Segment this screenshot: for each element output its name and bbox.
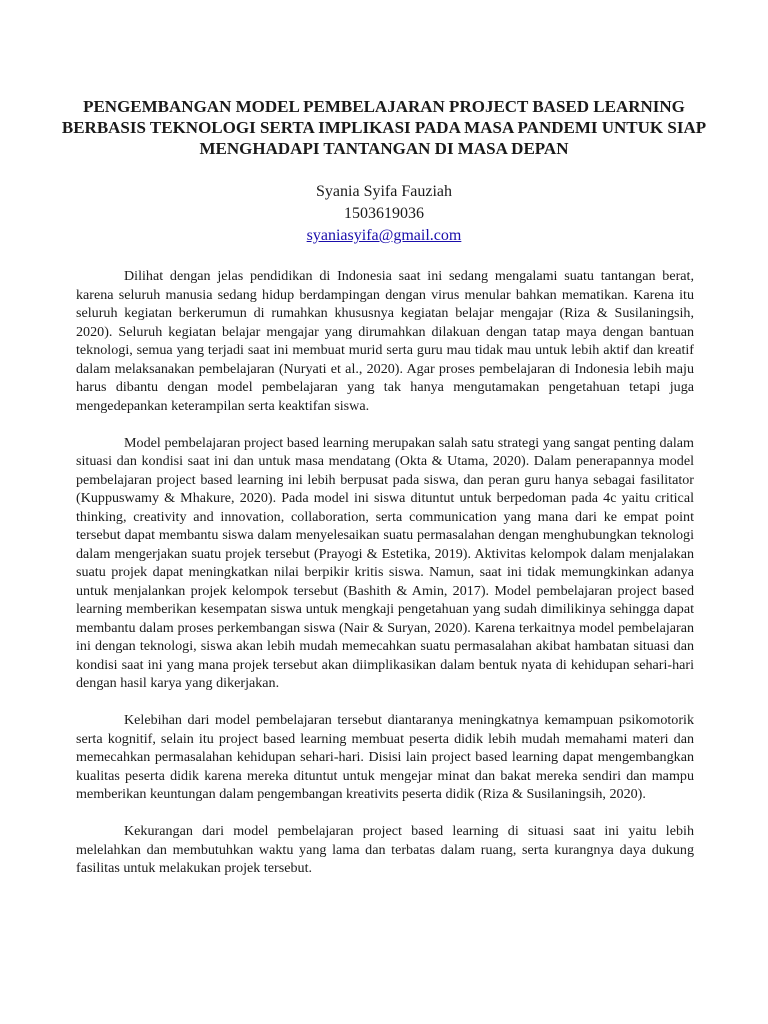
author-student-id: 1503619036: [344, 205, 424, 222]
paragraph-2: Model pembelajaran project based learning merupakan salah satu strategi yang sangat penting dalam situasi dan kondisi saat ini dan untuk masa mendatang (Okta & Utama, 2020). Dalam penerapannya model pembelajaran project based learning ini lebih berpusat pada siswa, dan peran guru hanya sebagai fasilitator (Kuppuswamy & Mhakure, 2020). Pada model ini siswa dituntut untuk berpedoman pada 4c yaitu critical thinking, creativity and innovation, collaboration, serta communication yang mana dari ke empat point tersebut dapat membantu siswa dalam menyelesaikan suatu permasalahan dengan menghubungkan teknologi dalam mengerjakan suatu projek tersebut (Prayogi & Estetika, 2019). Aktivitas kelompok dalam menjalakan suatu projek dapat meningkatkan nilai berpikir kritis siswa. Namun, saat ini tidak memungkinkan adanya untuk menjalankan projek kelompok tersebut (Bashith & Amin, 2017). Model pembelajaran project based learning memberikan kesempatan siswa untuk mengkaji pengetahuan yang sudah dimilikinya sehingga dapat membantu dalam proses perkembangan siswa (Nair & Suryan, 2020). Karena terkaitnya model pembelajaran ini dengan teknologi, siswa akan lebih mudah memecahkan suatu permasalahan akibat hambatan situasi dan kondisi saat ini yang mana projek tersebut akan diimplikasikan dalam bentuk nyata di kehidupan sehari-hari dengan hasil karya yang dikerjakan.: [76, 434, 694, 691]
document-title: PENGEMBANGAN MODEL PEMBELAJARAN PROJECT BASED LEARNING BERBASIS TEKNOLOGI SERTA IMPLIKASI PADA MASA PANDEMI UNTUK SIAP MENGHADAPI TANTANGAN DI MASA DEPAN: [61, 97, 707, 158]
paragraph-4: Kekurangan dari model pembelajaran project based learning di situasi saat ini yaitu lebih melelahkan dan membutuhkan waktu yang lama dan terbatas dalam ruang, serta kurangnya daya dukung fasilitas untuk melakukan projek tersebut.: [76, 823, 694, 876]
body-text: [76, 267, 694, 896]
author-email-link[interactable]: syaniasyifa@gmail.com: [306, 227, 462, 244]
paragraph-1: Dilihat dengan jelas pendidikan di Indonesia saat ini sedang mengalami suatu tantangan berat, karena seluruh manusia sedang hidup berdampingan dengan virus menular bahkan mematikan. Karena itu seluruh kegiatan berkerumun di rumahkan khususnya kegiatan belajar mengajar (Riza & Susilaningsih, 2020). Seluruh kegiatan belajar mengajar yang dirumahkan dilakuan dengan tatap maya dengan bantuan teknologi, semua yang terjadi saat ini membuat murid serta guru mau tidak mau untuk lebih aktif dan kreatif dalam melaksanakan pembelajaran (Nuryati et al., 2020). Agar proses pembelajaran di Indonesia lebih maju harus dibantu dengan model pembelajaran yang tak hanya mengutamakan pengetahuan tetapi juga mengedepankan keterampilan serta keaktifan siswa.: [76, 268, 694, 414]
author-block: [0, 181, 768, 247]
paragraph-3: Kelebihan dari model pembelajaran tersebut diantaranya meningkatnya kemampuan psikomotorik serta kognitif, selain itu project based learning membuat peserta didik lebih mudah memahami materi dan memecahkan permasalahan kehidupan sehari-hari. Disisi lain project based learning dapat mengembangkan kualitas peserta didik karena mereka dituntut untuk mengejar minat dan bakat mereka sendiri dan mampu memberikan keuntungan dalam pengembangan kreativits peserta didik (Riza & Susilaningsih, 2020).: [76, 712, 694, 802]
author-name: Syania Syifa Fauziah: [316, 183, 452, 200]
